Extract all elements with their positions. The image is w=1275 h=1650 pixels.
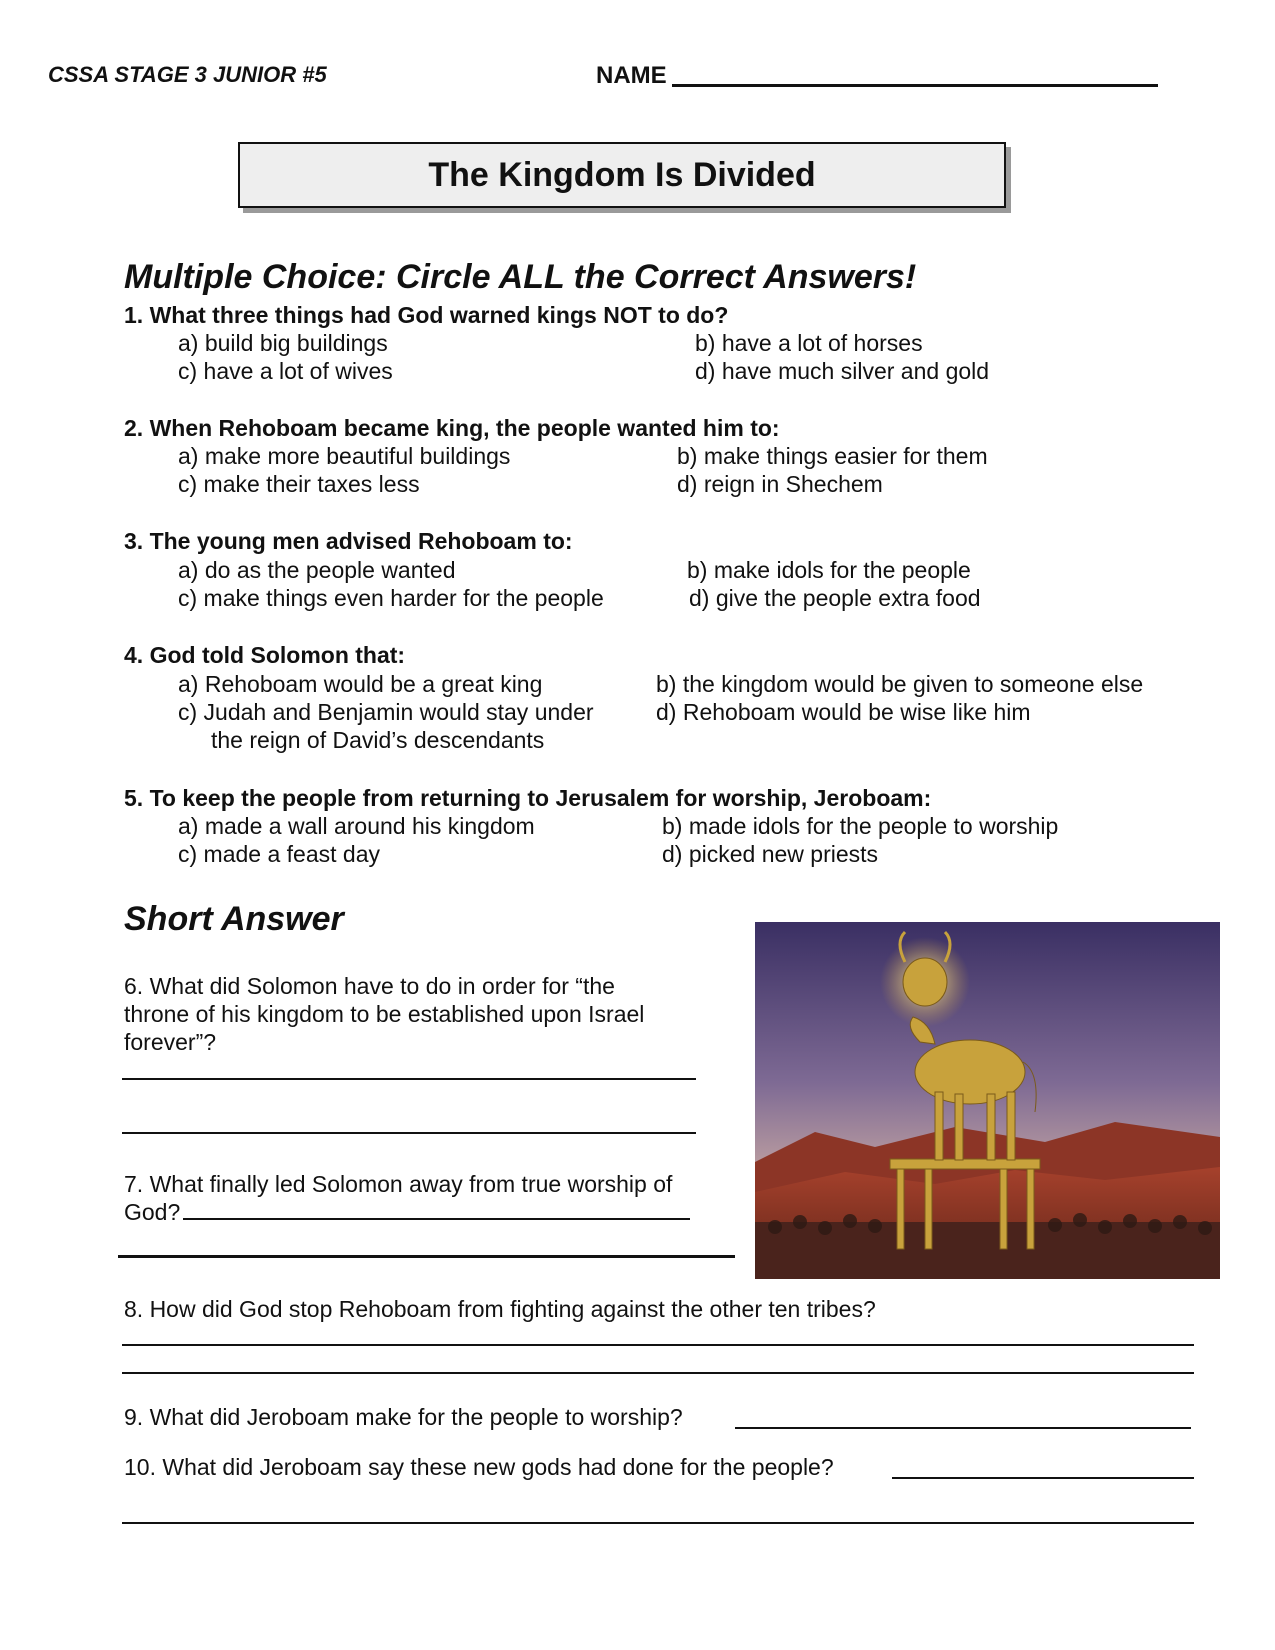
question-7-line-2: God? — [124, 1199, 181, 1225]
question-1: 1. What three things had God warned kings NOT to do? — [124, 302, 729, 328]
q1-option-b[interactable]: b) have a lot of horses — [695, 330, 923, 356]
q6-answer-line-1[interactable] — [122, 1078, 696, 1080]
q2-option-a[interactable]: a) make more beautiful buildings — [178, 443, 511, 469]
page-title: The Kingdom Is Divided — [238, 142, 1006, 208]
question-5: 5. To keep the people from returning to Jerusalem for worship, Jeroboam: — [124, 785, 932, 811]
q8-answer-line-1[interactable] — [122, 1344, 1194, 1346]
course-label: CSSA STAGE 3 JUNIOR #5 — [48, 62, 327, 87]
q7-answer-line-2[interactable] — [118, 1255, 735, 1258]
question-6-line-3: forever”? — [124, 1029, 217, 1055]
name-answer-line[interactable] — [672, 84, 1158, 87]
q2-option-c[interactable]: c) make their taxes less — [178, 471, 420, 497]
q5-option-c[interactable]: c) made a feast day — [178, 841, 380, 867]
q9-answer-line[interactable] — [735, 1427, 1191, 1429]
short-answer-heading: Short Answer — [124, 900, 344, 938]
q4-option-c[interactable]: c) Judah and Benjamin would stay under — [178, 699, 594, 725]
name-label: NAME — [596, 62, 667, 89]
q3-option-c[interactable]: c) make things even harder for the people — [178, 585, 604, 611]
q1-option-a[interactable]: a) build big buildings — [178, 330, 388, 356]
q3-option-d[interactable]: d) give the people extra food — [689, 585, 981, 611]
q10-answer-line-1[interactable] — [892, 1477, 1194, 1479]
q6-answer-line-2[interactable] — [122, 1132, 696, 1134]
multiple-choice-heading: Multiple Choice: Circle ALL the Correct Answers! — [124, 258, 917, 296]
question-6-line-2: throne of his kingdom to be established upon Israel — [124, 1001, 645, 1027]
q4-option-a[interactable]: a) Rehoboam would be a great king — [178, 671, 543, 697]
question-6-line-1: 6. What did Solomon have to do in order for “the — [124, 973, 615, 999]
q2-option-b[interactable]: b) make things easier for them — [677, 443, 988, 469]
question-6 — [124, 972, 644, 1056]
question-4: 4. God told Solomon that: — [124, 642, 406, 668]
question-2: 2. When Rehoboam became king, the people wanted him to: — [124, 415, 780, 441]
q5-option-a[interactable]: a) made a wall around his kingdom — [178, 813, 535, 839]
q1-option-c[interactable]: c) have a lot of wives — [178, 358, 393, 384]
q8-answer-line-2[interactable] — [122, 1372, 1194, 1374]
q3-option-b[interactable]: b) make idols for the people — [687, 557, 971, 583]
q1-option-d[interactable]: d) have much silver and gold — [695, 358, 990, 384]
question-9: 9. What did Jeroboam make for the people to worship? — [124, 1404, 683, 1430]
q2-option-d[interactable]: d) reign in Shechem — [677, 471, 883, 497]
q5-option-d[interactable]: d) picked new priests — [662, 841, 879, 867]
golden-calf-illustration — [755, 922, 1220, 1279]
q4-option-b[interactable]: b) the kingdom would be given to someone else — [656, 671, 1144, 697]
q7-answer-line-1[interactable] — [183, 1218, 690, 1220]
question-8: 8. How did God stop Rehoboam from fighting against the other ten tribes? — [124, 1296, 876, 1322]
q3-option-a[interactable]: a) do as the people wanted — [178, 557, 456, 583]
question-7-line-1: 7. What finally led Solomon away from true worship of — [124, 1171, 673, 1197]
q5-option-b[interactable]: b) made idols for the people to worship — [662, 813, 1059, 839]
question-10: 10. What did Jeroboam say these new gods had done for the people? — [124, 1454, 834, 1480]
q4-option-c-continuation[interactable]: the reign of David’s descendants — [211, 727, 545, 753]
q4-option-d[interactable]: d) Rehoboam would be wise like him — [656, 699, 1031, 725]
question-3: 3. The young men advised Rehoboam to: — [124, 528, 573, 554]
q10-answer-line-2[interactable] — [122, 1522, 1194, 1524]
